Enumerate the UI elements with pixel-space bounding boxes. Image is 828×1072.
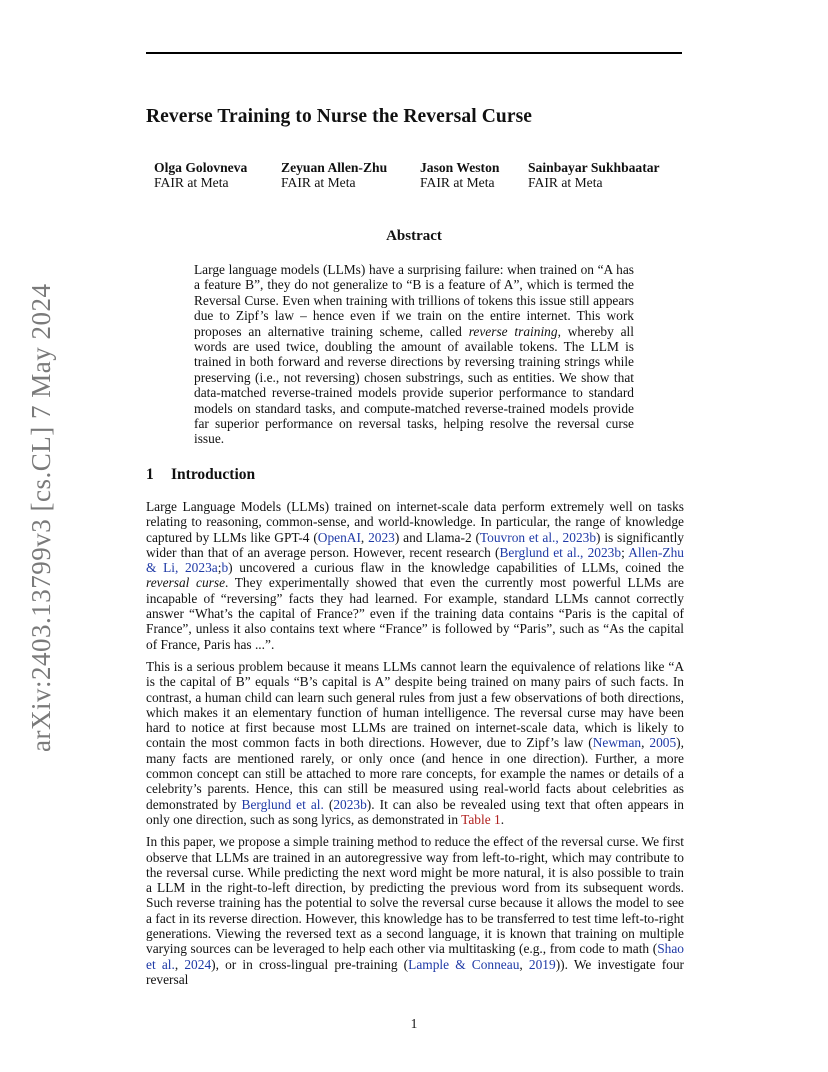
abstract-term: reverse training — [468, 323, 558, 339]
text-run: ) uncovered a curious flaw in the knowledge capabilities of LLMs, coined the — [228, 560, 684, 576]
author-affiliation: FAIR at Meta — [154, 175, 229, 190]
author-block — [528, 160, 660, 190]
section-title: Introduction — [171, 466, 256, 483]
text-run: ). It can also be revealed using text that often appears in only one direction, such as song lyrics, as demonstrated in — [146, 796, 684, 827]
text-run: )). We investigate four reversal — [146, 956, 685, 987]
abstract-text — [194, 262, 634, 447]
text-run: . — [500, 811, 505, 827]
author-name: Olga Golovneva — [154, 160, 248, 175]
text-run: , — [641, 735, 650, 751]
text-run: , — [174, 956, 185, 972]
citation-link[interactable]: Touvron et al., 2023b — [479, 529, 597, 545]
citation-link[interactable]: Berglund et al., 2023b — [499, 544, 622, 560]
text-run: ) is significantly wider than that of an average person. However, recent research ( — [146, 529, 684, 560]
top-rule — [146, 52, 682, 54]
page-number: 1 — [410, 1016, 418, 1031]
text-run: . They experimentally showed that even the currently most powerful LLMs are incapable of “reversing” facts they had learned. For example, standard LLMs cannot correctly answer “What’s the capital of France?” even if the training data contains “Paris is the capital of France”, unless it also contains text where “France” is followed by “Paris”, such as “As the capital of France, Paris has ...”. — [146, 575, 684, 652]
author-name: Jason Weston — [420, 160, 500, 175]
citation-link[interactable]: Allen-Zhu & Li, 2023a — [146, 544, 684, 576]
author-affiliation: FAIR at Meta — [528, 175, 603, 190]
text-run: ), many facts are mentioned rarely, or only once (and hence in one direction). Further, a more common concept can still be attached to more rare concepts, for example the names or details of a celebrity’s parents. Hence, this can still be measured using real-world facts about celebrities as demonstrated by — [146, 735, 684, 812]
abstract-text-part: , whereby all words are used twice, doubling the amount of available tokens. The LLM is trained in both forward and reverse directions by reversing training strings while preserving (i.e., not reversing) chosen substrings, such as entities. We show that data-matched reverse-trained models provide superior performance to standard models on standard tasks, and compute-matched reverse-trained models provide far superior performance on reversal tasks, helping resolve the reversal curse issue. — [194, 323, 635, 447]
table-reference-link[interactable]: Table 1 — [461, 811, 501, 827]
paragraph — [146, 834, 684, 987]
text-run: ; — [621, 544, 629, 560]
citation-link[interactable]: Shao et al. — [146, 941, 684, 972]
citation-link[interactable]: 2023b — [333, 796, 367, 812]
text-run: Large Language Models (LLMs) trained on internet-scale data perform extremely well on tasks relating to reasoning, common-sense, and world-knowledge. In particular, the range of knowledge captured by LLMs like GPT-4 ( — [146, 499, 684, 545]
paragraph — [146, 499, 684, 652]
author-affiliation: FAIR at Meta — [420, 175, 495, 190]
body-text — [146, 499, 684, 994]
author-block — [420, 160, 499, 190]
author-name: Sainbayar Sukhbaatar — [528, 160, 660, 175]
author-affiliation: FAIR at Meta — [281, 175, 356, 190]
arxiv-identifier: arXiv:2403.13799v3 [cs.CL] 7 May 2024 — [26, 283, 56, 752]
citation-link[interactable]: Berglund et al. — [241, 796, 324, 812]
author-block — [281, 160, 387, 190]
author-block — [154, 160, 247, 190]
abstract-text-part: Large language models (LLMs) have a surprising failure: when trained on “A has a feature B”, they do not generalize to “B is a feature of A”, which is termed the Reversal Curse. Even when training with trillions of tokens this issue still appears due to Zipf’s law – hence even if we train on the entire internet. This work proposes an alternative training scheme, called — [194, 262, 634, 339]
citation-link[interactable]: 2005 — [649, 735, 677, 751]
paper-title: Reverse Training to Nurse the Reversal Curse — [146, 106, 533, 127]
text-run: , — [360, 529, 369, 545]
citation-link[interactable]: b — [221, 560, 229, 576]
citation-link[interactable]: 2024 — [184, 956, 212, 972]
text-run: ( — [323, 796, 334, 812]
citation-link[interactable]: 2019 — [528, 956, 556, 972]
text-run: In this paper, we propose a simple training method to reduce the effect of the reversal curse. We first observe that LLMs are trained in an autoregressive way from left-to-right, which may contribute to the reversal curse. While predicting the next word might be more natural, it is also possible to train a LLM in the right-to-left direction, by predicting the previous word from its subsequent words. Such reverse training has the potential to solve the reversal curse because it allows the model to see a fact in its reverse direction. However, this knowledge has to be transferred to test time left-to-right generations. Viewing the reversed text as a second language, it is known that training on multiple varying sources can be leveraged to help each other via multitasking (e.g., from code to math ( — [146, 834, 684, 957]
author-name: Zeyuan Allen-Zhu — [281, 160, 388, 175]
paragraph — [146, 659, 684, 827]
abstract-heading: Abstract — [386, 228, 442, 244]
text-run: ; — [217, 560, 222, 576]
citation-link[interactable]: 2023 — [368, 529, 395, 545]
text-run: ), or in cross-lingual pre-training ( — [211, 956, 409, 972]
text-run: This is a serious problem because it means LLMs cannot learn the equivalence of relations like “A is the capital of B” equals “B’s capital is A” despite being trained on many pairs of such facts. In contrast, a human child can learn such general rules from just a few observations of both directions, which makes it an elementary function of human intelligence. The reversal curse may have been hard to notice at first because most LLMs are trained on internet-scale data, which is likely to contain the most common facts in both directions. However, due to Zipf’s law ( — [146, 658, 684, 751]
text-run: ) and Llama-2 ( — [394, 529, 480, 545]
section-number: 1 — [146, 466, 154, 483]
emphasized-term: reversal curse — [146, 575, 226, 591]
section-heading — [146, 466, 255, 484]
citation-link[interactable]: OpenAI — [317, 529, 361, 545]
citation-link[interactable]: Lample & Conneau — [408, 956, 520, 972]
citation-link[interactable]: Newman — [592, 735, 642, 751]
text-run: , — [519, 956, 529, 972]
